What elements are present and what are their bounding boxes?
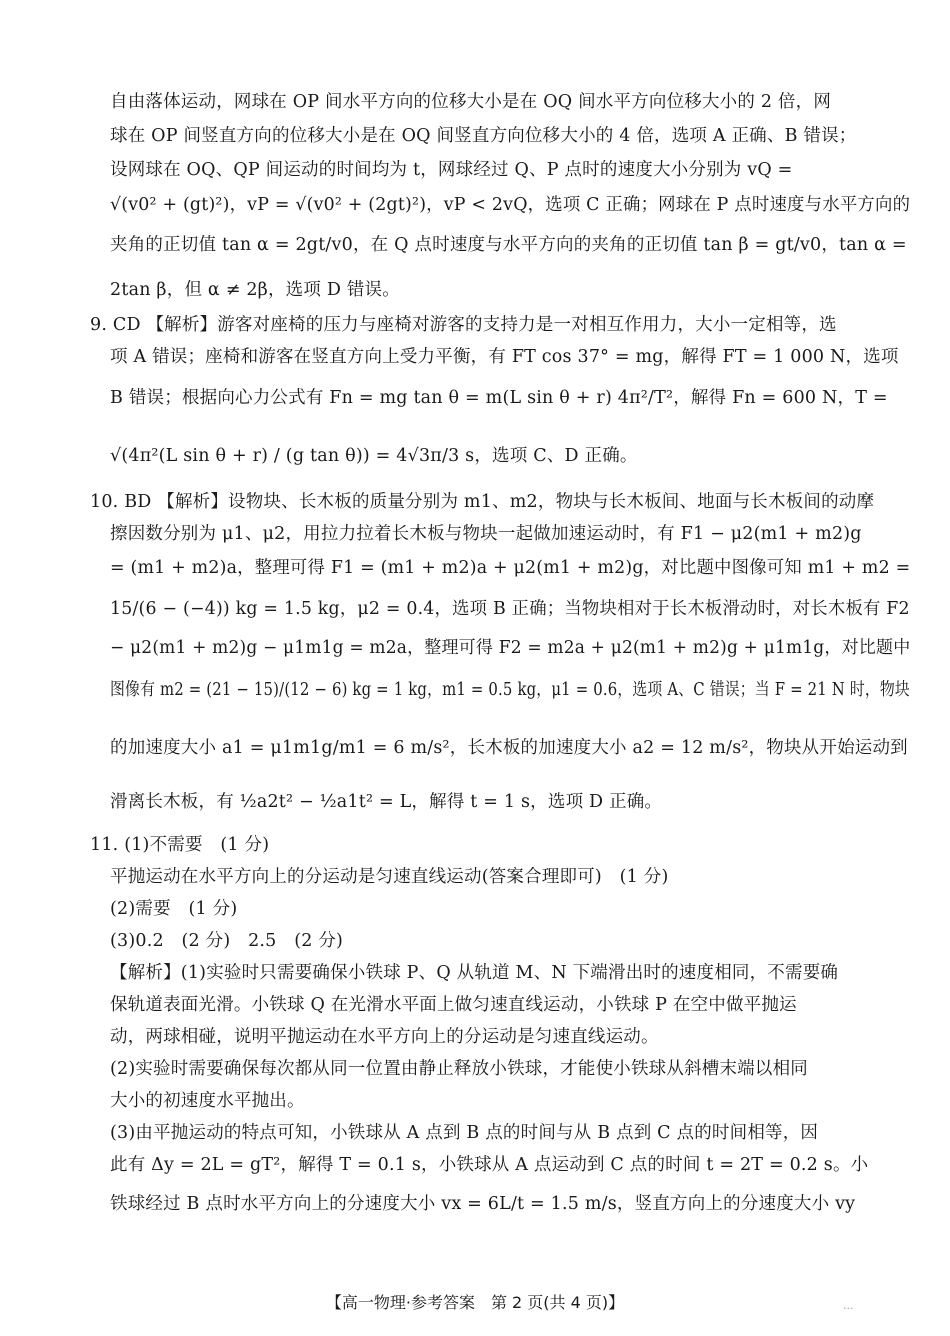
text-line: = (m1 + m2)a，整理可得 F1 = (m1 + m2)a + μ2(m1 + m2)g，对比题中图像可知 m1 + m2 = [110, 558, 911, 578]
text-line: 平抛运动在水平方向上的分运动是匀速直线运动(答案合理即可) (1 分) [110, 867, 669, 887]
text-line: 图像有 m2 = (21 − 15)/(12 − 6) kg = 1 kg，m1 = 0.5 kg，μ1 = 0.6，选项 A、C 错误；当 F = 21 N 时，物块 [110, 680, 910, 700]
text-line: 的加速度大小 a1 = μ1m1g/m1 = 6 m/s²，长木板的加速度大小 a2 = 12 m/s²，物块从开始运动到 [110, 738, 908, 758]
text-line: 此有 Δy = 2L = gT²，解得 T = 0.1 s，小铁球从 A 点运动到 C 点的时间 t = 2T = 0.2 s。小 [110, 1155, 869, 1175]
text-line: 2tan β，但 α ≠ 2β，选项 D 错误。 [110, 280, 400, 300]
answer-9-line: 9. CD 【解析】游客对座椅的压力与座椅对游客的支持力是一对相互作用力，大小一定相等，选 [90, 315, 837, 335]
text-line: B 错误；根据向心力公式有 Fn = mg tan θ = m(L sin θ + r) 4π²/T²，解得 Fn = 600 N，T = [110, 388, 888, 408]
text-line: 擦因数分别为 μ1、μ2，用拉力拉着长木板与物块一起做加速运动时，有 F1 − μ2(m1 + m2)g [110, 524, 862, 544]
text-line: 保轨道表面光滑。小铁球 Q 在光滑水平面上做匀速直线运动，小铁球 P 在空中做平抛运 [110, 995, 797, 1015]
text-line: (3)由平抛运动的特点可知，小铁球从 A 点到 B 点的时间与从 B 点到 C 点的时间相等，因 [110, 1123, 819, 1143]
text-line: 动，两球相碰，说明平抛运动在水平方向上的分运动是匀速直线运动。 [110, 1027, 659, 1047]
text-line: (3)0.2 (2 分) 2.5 (2 分) [110, 931, 344, 951]
text-line: 项 A 错误；座椅和游客在竖直方向上受力平衡，有 FT cos 37° = mg，解得 FT = 1 000 N，选项 [110, 347, 899, 367]
text-line: 自由落体运动，网球在 OP 间水平方向的位移大小是在 OQ 间水平方向位移大小的 2 倍，网 [110, 92, 832, 112]
corner-mark: ... [843, 1299, 854, 1312]
answer-10-line: 10. BD 【解析】设物块、长木板的质量分别为 m1、m2，物块与长木板间、地面与长木板间的动摩 [90, 492, 875, 512]
text-line: 大小的初速度水平抛出。 [110, 1091, 305, 1111]
text-line: 球在 OP 间竖直方向的位移大小是在 OQ 间竖直方向位移大小的 4 倍，选项 A 正确、B 错误； [110, 126, 857, 146]
text-line: 铁球经过 B 点时水平方向上的分速度大小 vx = 6L/t = 1.5 m/s，竖直方向上的分速度大小 vy [110, 1194, 856, 1214]
text-line: − μ2(m1 + m2)g − μ1m1g = m2a，整理可得 F2 = m2a + μ2(m1 + m2)g + μ1m1g，对比题中 [110, 638, 911, 658]
text-line: 夹角的正切值 tan α = 2gt/v0，在 Q 点时速度与水平方向的夹角的正切值 tan β = gt/v0，tan α = [110, 235, 907, 255]
text-line: 滑离长木板，有 ½a2t² − ½a1t² = L，解得 t = 1 s，选项 D 正确。 [110, 792, 663, 812]
text-line: √(4π²(L sin θ + r) / (g tan θ)) = 4√3π/3 s，选项 C、D 正确。 [110, 446, 638, 466]
answer-11-line: 11. (1)不需要 (1 分) [90, 835, 270, 855]
text-line: (2)需要 (1 分) [110, 899, 238, 919]
text-line: 【解析】(1)实验时只需要确保小铁球 P、Q 从轨道 M、N 下端滑出时的速度相同，不需要确 [110, 963, 839, 983]
page-footer: 【高一物理·参考答案 第 2 页(共 4 页)】 [325, 1293, 625, 1312]
text-line: 设网球在 OQ、QP 间运动的时间均为 t，网球经过 Q、P 点时的速度大小分别为 vQ = [110, 160, 793, 180]
text-line: 15/(6 − (−4)) kg = 1.5 kg，μ2 = 0.4，选项 B 正确；当物块相对于长木板滑动时，对长木板有 F2 [110, 599, 910, 619]
text-line: √(v0² + (gt)²)，vP = √(v0² + (2gt)²)，vP < 2vQ，选项 C 正确；网球在 P 点时速度与水平方向的 [110, 195, 911, 215]
text-line: (2)实验时需要确保每次都从同一位置由静止释放小铁球，才能使小铁球从斜槽末端以相同 [110, 1059, 808, 1079]
